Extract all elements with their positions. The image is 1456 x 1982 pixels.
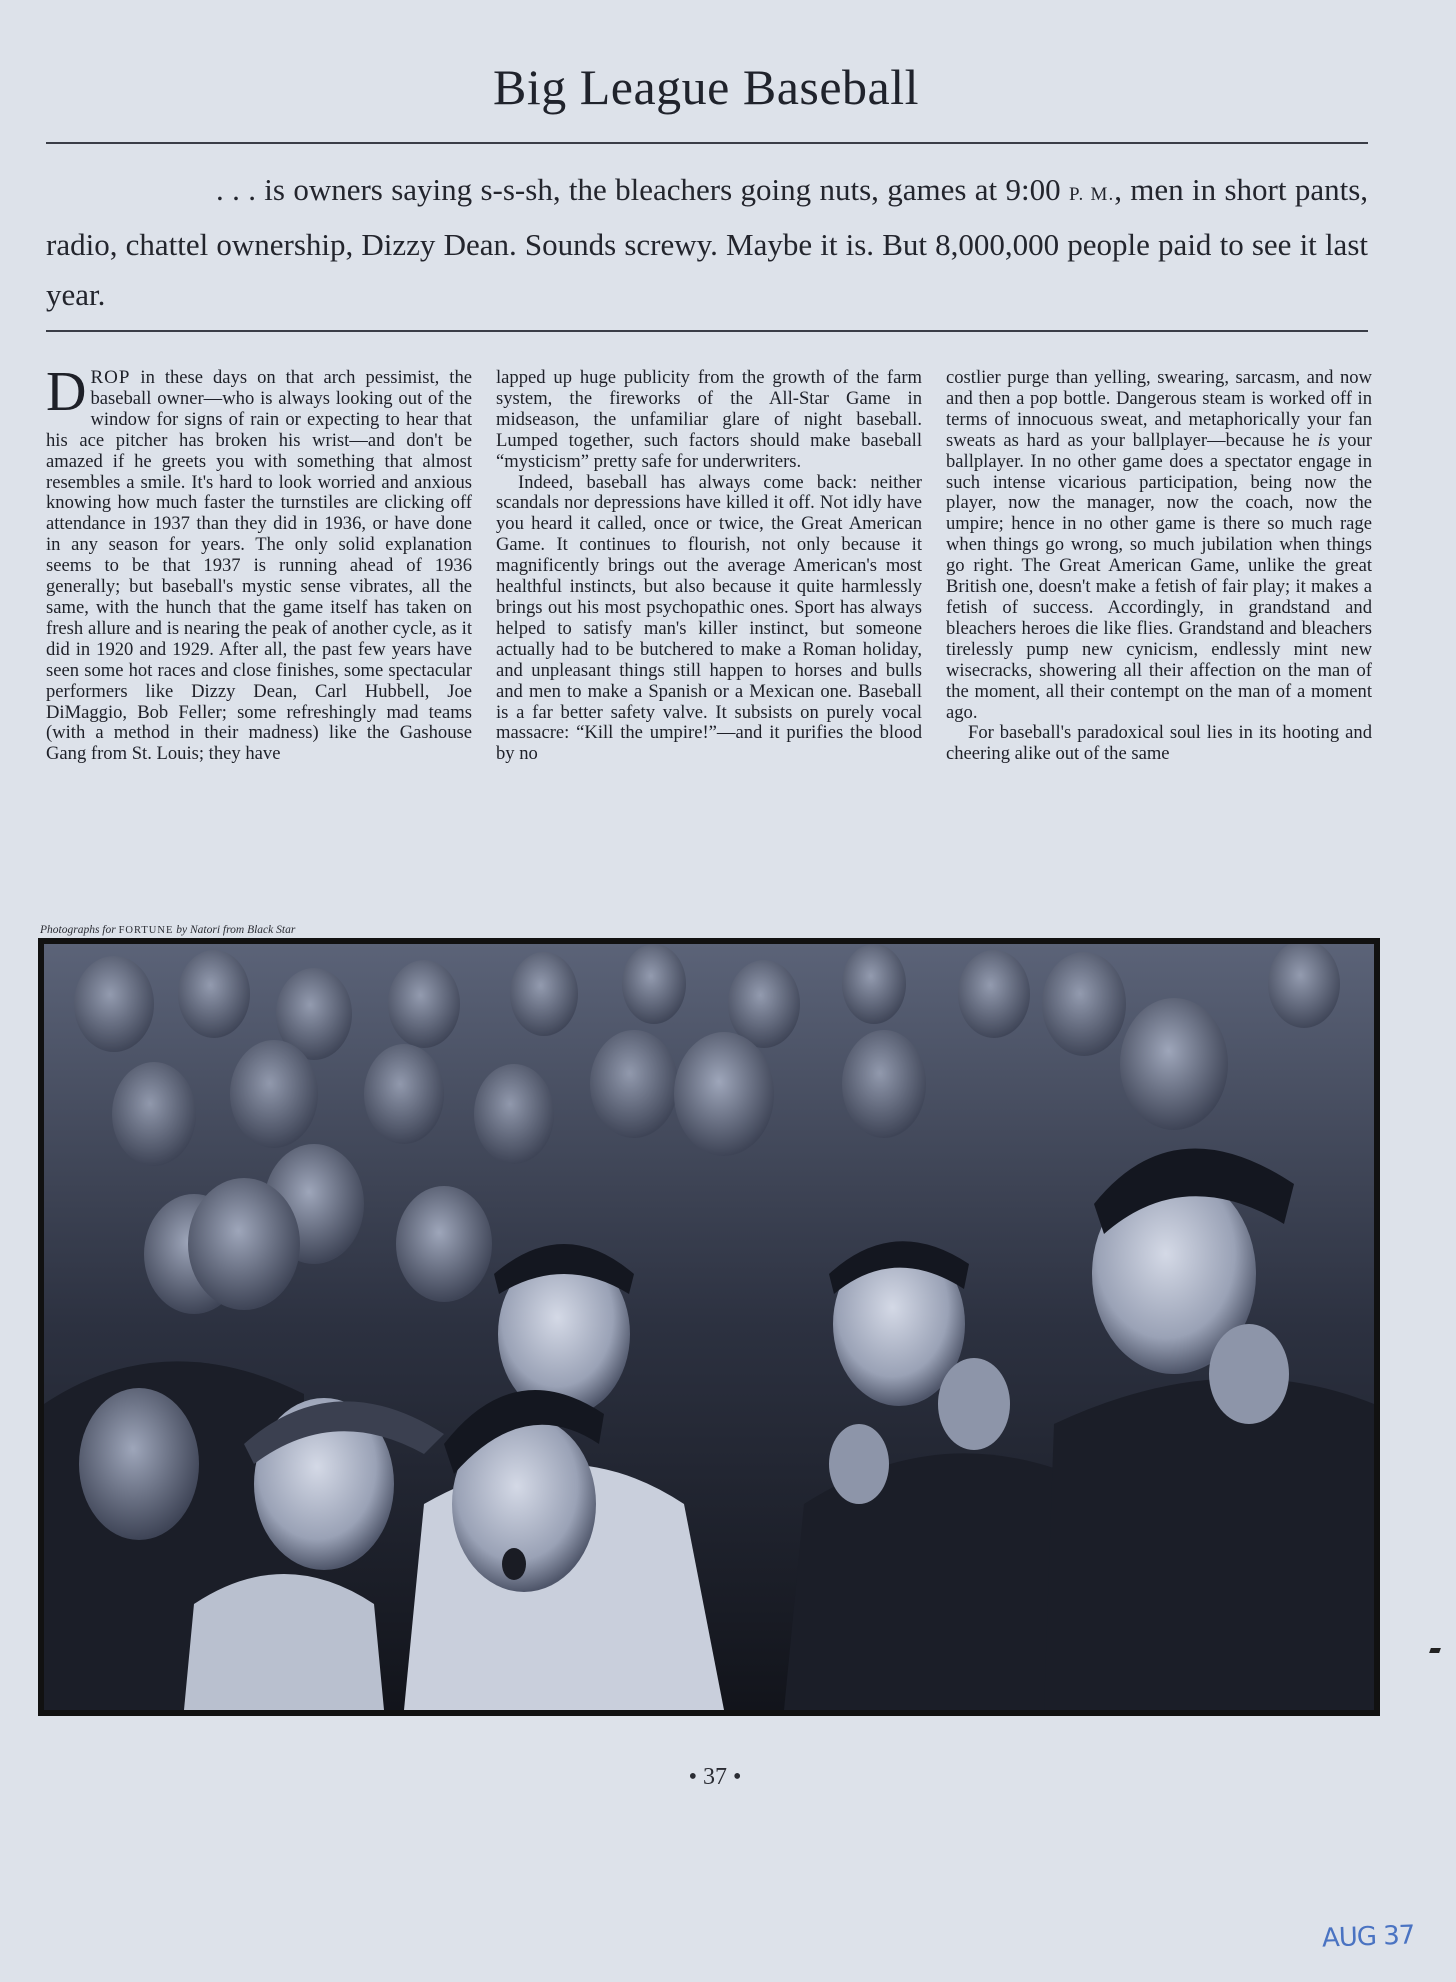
- column-2-paragraph-2: Indeed, baseball has always come back: neither scandals nor depressions have killed it off. Not idly have you heard it called, once or twice, the Great American Game. It continues to flourish, not only because it magnificently brings out the average American's most healthful instincts, but also because it quite harmlessly brings out his most psychopathic ones. Sport has always helped to satisfy man's killer instinct, but someone actually had to be butchered to make a Roman holiday, and unpleasant things still happen to horses and bulls and men to make a Spanish or a Mexican one. Baseball is a far better safety valve. It subsists on purely vocal massacre: “Kill the umpire!”—and it purifies the blood by no: [496, 471, 922, 765]
- article-title: Big League Baseball: [492, 59, 920, 115]
- column-1-paragraph: [46, 361, 473, 765]
- column-2: [496, 368, 922, 765]
- top-rule: [46, 142, 1368, 144]
- column-3-paragraph-2: For baseball's paradoxical soul lies in its hooting and cheering alike out of the same: [946, 722, 1372, 765]
- column-2-paragraph-1: lapped up huge publicity from the growth of the farm system, the fireworks of the All-Star Game in midseason, the unfamiliar glare of night baseball. Lumped together, such factors should make baseball “mysticism” pretty safe for underwriters.: [496, 367, 922, 472]
- body-columns: [46, 361, 1372, 765]
- print-mark: [1429, 1648, 1441, 1653]
- bottom-rule: [46, 330, 1368, 332]
- column-3-text-b: your ballplayer. In no other game does a spectator engage in such intense vicarious participation, being now the player, now the manager, now the coach, now the umpire; hence in no other game is there so much rage when things go wrong, so much jubilation when things go right. The Great American Game, unlike the great British one, doesn't make a fetish of fair play; it makes a fetish of success. Accordingly, in grandstand and bleachers heroes die like flies. Grandstand and bleachers tirelessly pump new cynicism, endlessly mint new wisecracks, showering all their affection on the man of the moment, all their contempt on the man of a moment ago.: [946, 429, 1372, 723]
- crowd-photograph: [38, 938, 1380, 1716]
- credit-magazine: FORTUNE: [118, 925, 174, 936]
- column-3-text-a: costlier purge than yelling, swearing, sarcasm, and now and then a pop bottle. Dangerous steam is worked off in terms of innocuous sweat, and metaphorically your fan sweats as hard as your ballplayer—because he: [946, 367, 1372, 451]
- drop-cap: D: [46, 361, 87, 423]
- credit-suffix: by Natori from Black Star: [176, 924, 296, 936]
- column-3-emphasis: is: [1317, 429, 1331, 451]
- deck-part-2: , men in short pants, radio, chattel ownership, Dizzy Dean. Sounds screwy. Maybe it is. But 8,000,000 people paid to see it last year.: [46, 172, 1369, 312]
- handwritten-date-note: AUG 37: [1321, 1920, 1415, 1954]
- column-1-text: in these days on that arch pessimist, the baseball owner—who is always looking out of the window for signs of rain or expecting to hear that his ace pitcher has broken his wrist—and don't be amazed if he greets you with something that almost resembles a smile. It's hard to look worried and anxious knowing how much faster the turnstiles are clicking off attendance in 1937 than they did in 1936, or have done in any season for years. The only solid explanation seems to be that 1937 is running ahead of 1936 generally; but baseball's mystic sense vibrates, all the same, with the hunch that the game itself has taken on fresh allure and is nearing the peak of another cycle, as it did in 1920 and 1929. After all, the past few years have seen some hot races and close finishes, some spectacular performers like Dizzy Dean, Carl Hubbell, Joe DiMaggio, Bob Feller; some refreshingly mad teams (with a method in their madness) like the Gashouse Gang from St. Louis; they have: [46, 367, 473, 765]
- article-deck: [46, 165, 1368, 320]
- drop-cap-word: ROP: [90, 367, 131, 388]
- photo-credit: [40, 924, 295, 936]
- column-3-paragraph-1: [946, 368, 1372, 723]
- column-1: [46, 361, 473, 765]
- deck-part-1: . . . is owners saying s-s-sh, the bleachers going nuts, games at 9:00: [216, 172, 1061, 207]
- column-3: [946, 368, 1372, 765]
- deck-pm: P. M.: [1069, 184, 1115, 205]
- page-number: • 37 •: [688, 1764, 742, 1790]
- credit-prefix: Photographs for: [40, 924, 116, 936]
- crowd-photo-image: [44, 944, 1374, 1710]
